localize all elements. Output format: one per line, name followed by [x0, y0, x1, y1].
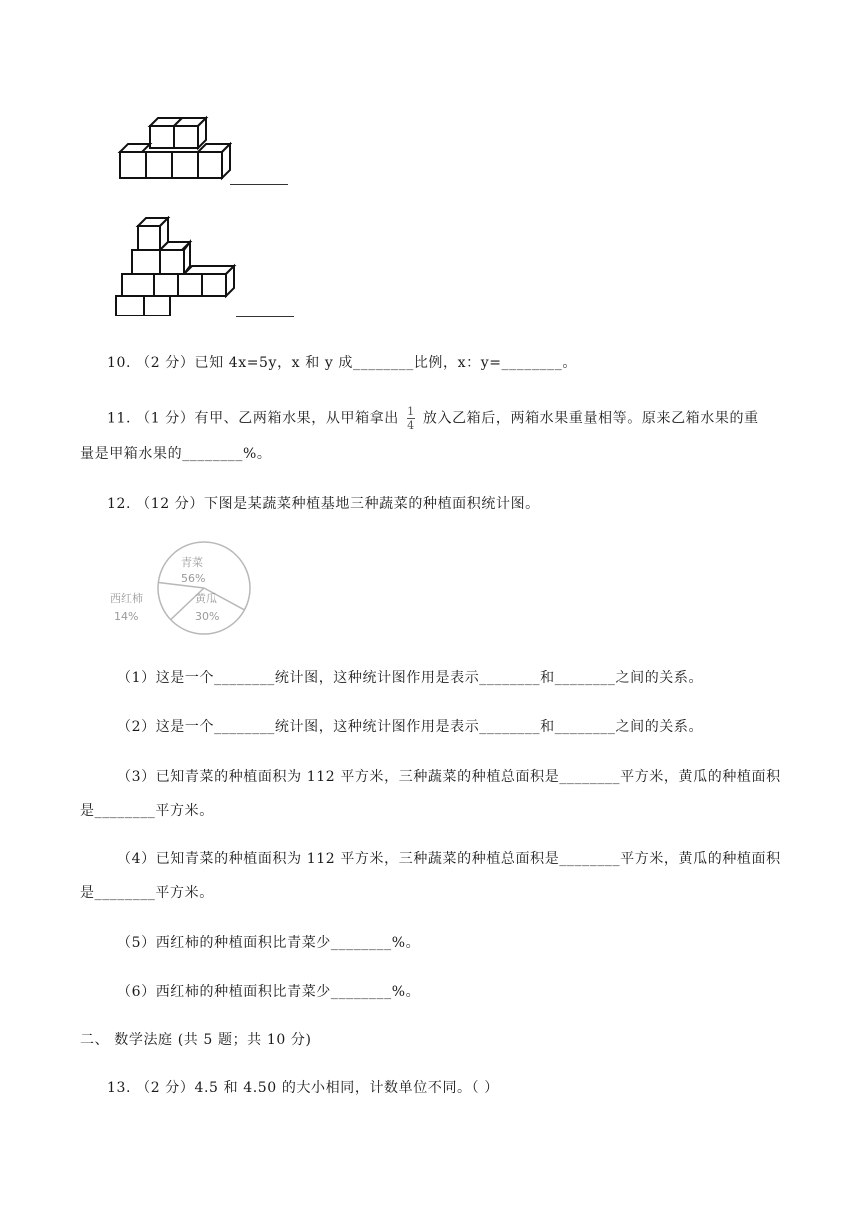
figure-2-answer-blank[interactable]	[236, 315, 294, 317]
question-11-line-1	[107, 406, 759, 431]
question-11-text-b: 放入乙箱后，两箱水果重量相等。原来乙箱水果的重	[422, 410, 759, 427]
question-13: 13. （2 分）4.5 和 4.50 的大小相同，计数单位不同。（ ）	[107, 1080, 499, 1096]
section-2-heading: 二、 数学法庭 (共 5 题；共 10 分)	[80, 1032, 312, 1048]
cube-figure-2	[114, 216, 238, 316]
question-12-sub-4b: 是________平方米。	[80, 885, 214, 901]
pie-value-qingcai: 56%	[181, 572, 206, 585]
question-12-sub-5: （5）西红柿的种植面积比青菜少________%。	[117, 935, 421, 951]
question-12-sub-2: （2）这是一个________统计图，这种统计图作用是表示________和________之间的关系。	[117, 719, 704, 735]
question-12-sub-4a: （4）已知青菜的种植面积为 112 平方米，三种蔬菜的种植总面积是________平方米，黄瓜的种植面积	[117, 851, 781, 867]
question-12-sub-3a: （3）已知青菜的种植面积为 112 平方米，三种蔬菜的种植总面积是________平方米，黄瓜的种植面积	[117, 769, 781, 785]
pie-label-huanggua: 黄瓜	[195, 592, 217, 605]
question-12-sub-3b: 是________平方米。	[80, 803, 214, 819]
question-11-text-a: 11. （1 分）有甲、乙两箱水果，从甲箱拿出	[107, 410, 399, 427]
fraction-denominator: 4	[407, 419, 415, 432]
pie-label-qingcai: 青菜	[181, 556, 203, 569]
pie-value-xihongshi: 14%	[114, 610, 139, 623]
figure-1-answer-blank[interactable]	[230, 183, 288, 185]
pie-chart	[108, 540, 253, 640]
pie-label-xihongshi: 西红柿	[110, 592, 143, 605]
question-10: 10. （2 分）已知 4x=5y，x 和 y 成________比例，x：y=________。	[107, 355, 577, 371]
fraction-numerator: 1	[407, 405, 415, 418]
cube-figure-1	[112, 112, 232, 184]
question-12-sub-1: （1）这是一个________统计图，这种统计图作用是表示________和________之间的关系。	[117, 670, 704, 686]
question-12-title: 12. （12 分）下图是某蔬菜种植基地三种蔬菜的种植面积统计图。	[107, 496, 540, 512]
question-11-line-2: 量是甲箱水果的________%。	[80, 446, 272, 462]
fraction-one-quarter	[407, 406, 415, 431]
question-12-sub-6: （6）西红柿的种植面积比青菜少________%。	[117, 984, 421, 1000]
pie-value-huanggua: 30%	[195, 610, 220, 623]
